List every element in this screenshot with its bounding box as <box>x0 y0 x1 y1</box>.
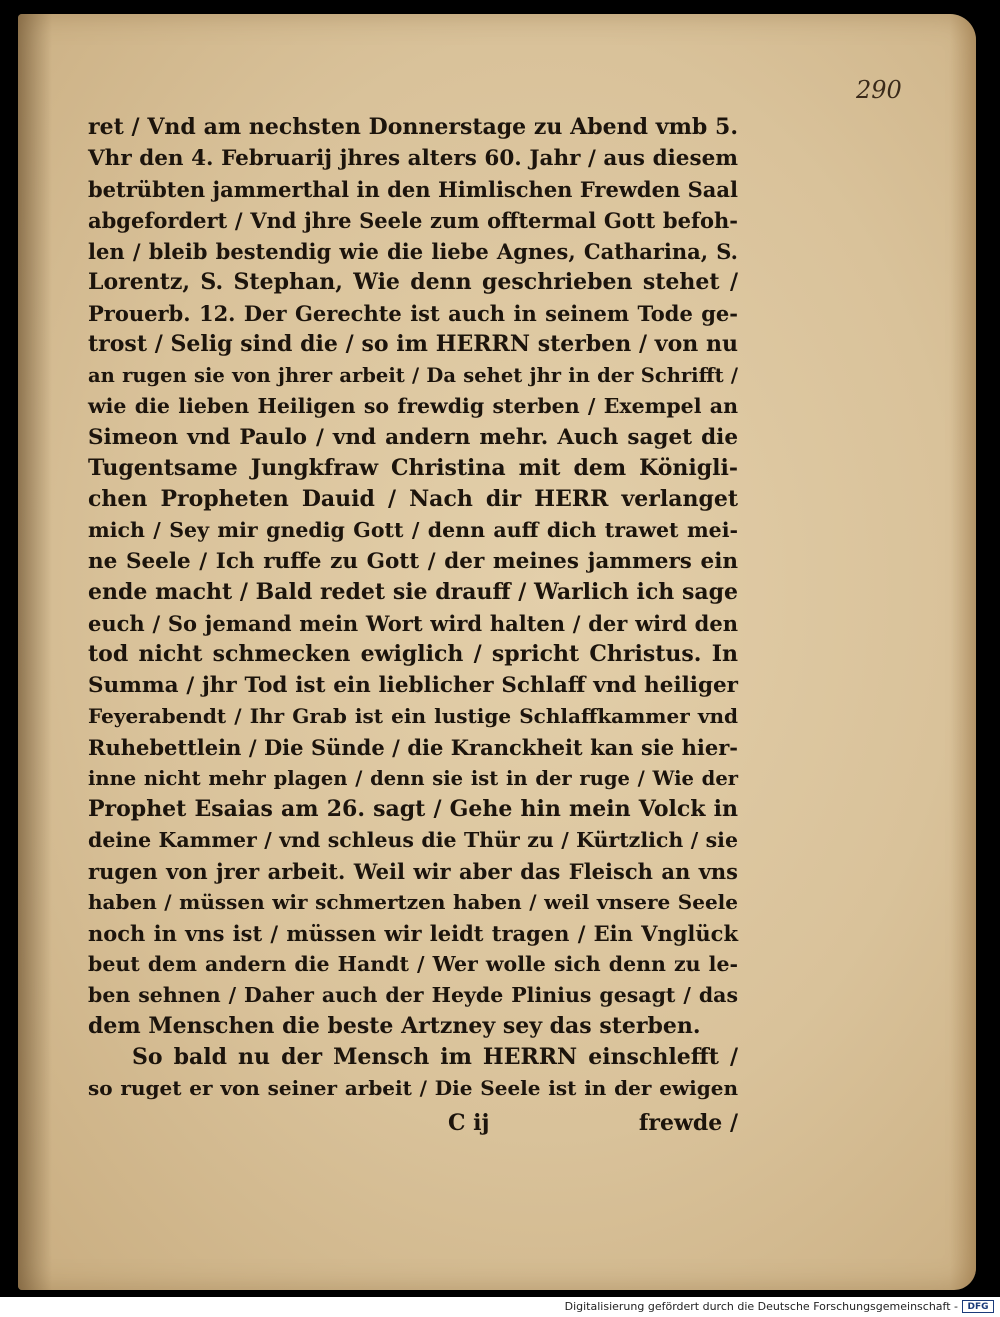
footer-bar <box>0 1297 1000 1317</box>
text-line: Simeon vnd Paulo / vnd andern mehr. Auch saget die <box>88 425 738 450</box>
footer-credit: Digitalisierung gefördert durch die Deutsche Forschungsgemeinschaft - <box>564 1300 958 1313</box>
text-line: an rugen sie von jhrer arbeit / Da sehet jhr in der Schrifft / <box>88 364 738 387</box>
text-line: beut dem andern die Handt / Wer wolle sich denn zu le- <box>88 952 738 976</box>
text-line: noch in vns ist / müssen wir leidt tragen / Ein Vnglück <box>88 921 738 946</box>
text-line: Vhr den 4. Februarij jhres alters 60. Jahr / aus diesem <box>88 146 738 171</box>
paragraph-start-line: So bald nu der Mensch im HERRN einschlefft / <box>132 1044 738 1070</box>
text-line: rugen von jrer arbeit. Weil wir aber das Fleisch an vns <box>88 859 738 884</box>
text-block <box>88 112 738 1104</box>
page-edge-stain <box>950 14 976 1290</box>
text-line: Prouerb. 12. Der Gerechte ist auch in seinem Tode ge- <box>88 301 738 326</box>
text-line: Prophet Esaias am 26. sagt / Gehe hin mein Volck in <box>88 796 738 822</box>
text-line: inne nicht mehr plagen / denn sie ist in der ruge / Wie der <box>88 767 738 790</box>
text-line: ret / Vnd am nechsten Donnerstage zu Abend vmb 5. <box>88 114 738 140</box>
text-line: Summa / jhr Tod ist ein lieblicher Schlaff vnd heiliger <box>88 673 738 698</box>
text-line: ne Seele / Ich ruffe zu Gott / der meines jammers ein <box>88 549 738 574</box>
book-page <box>18 14 976 1290</box>
signature-mark: C ij <box>448 1110 490 1136</box>
text-line: mich / Sey mir gnedig Gott / denn auff dich trawet mei- <box>88 518 738 542</box>
text-line: trost / Selig sind die / so im HERRN sterben / von nu <box>88 331 738 357</box>
text-line: Ruhebettlein / Die Sünde / die Kranckheit kan sie hier- <box>88 735 738 760</box>
text-line: Lorentz, S. Stephan, Wie denn geschrieben stehet / <box>88 269 738 295</box>
text-line: euch / So jemand mein Wort wird halten / der wird den <box>88 611 738 636</box>
text-line: tod nicht schmecken ewiglich / spricht Christus. In <box>88 641 738 667</box>
text-line: so ruget er von seiner arbeit / Die Seele ist in der ewigen <box>88 1076 738 1100</box>
text-line: chen Propheten Dauid / Nach dir HERR verlanget <box>88 486 738 512</box>
text-line: ende macht / Bald redet sie drauff / Warlich ich sage <box>88 579 738 605</box>
folio-number: 290 <box>856 76 902 104</box>
text-line: ben sehnen / Daher auch der Heyde Plinius gesagt / das <box>88 983 738 1007</box>
gutter-shadow <box>18 14 52 1290</box>
text-line: len / bleib bestendig wie die liebe Agnes, Catharina, S. <box>88 239 738 264</box>
dfg-logo-icon: DFG <box>962 1300 994 1313</box>
text-line: Feyerabendt / Ihr Grab ist ein lustige Schlaffkammer vnd <box>88 704 738 728</box>
text-line: dem Menschen die beste Artzney sey das sterben. <box>88 1013 701 1039</box>
text-line: wie die lieben Heiligen so frewdig sterben / Exempel an <box>88 394 738 418</box>
text-line: haben / müssen wir schmertzen haben / weil vnsere Seele <box>88 890 738 914</box>
text-line: betrübten jammerthal in den Himlischen Frewden Saal <box>88 177 738 202</box>
page-foot <box>88 1110 738 1144</box>
text-line: abgefordert / Vnd jhre Seele zum offtermal Gott befoh- <box>88 208 738 233</box>
catchword: frewde / <box>638 1110 738 1136</box>
text-line: Tugentsame Jungkfraw Christina mit dem Königli- <box>88 455 738 481</box>
text-line: deine Kammer / vnd schleus die Thür zu / Kürtzlich / sie <box>88 828 738 852</box>
